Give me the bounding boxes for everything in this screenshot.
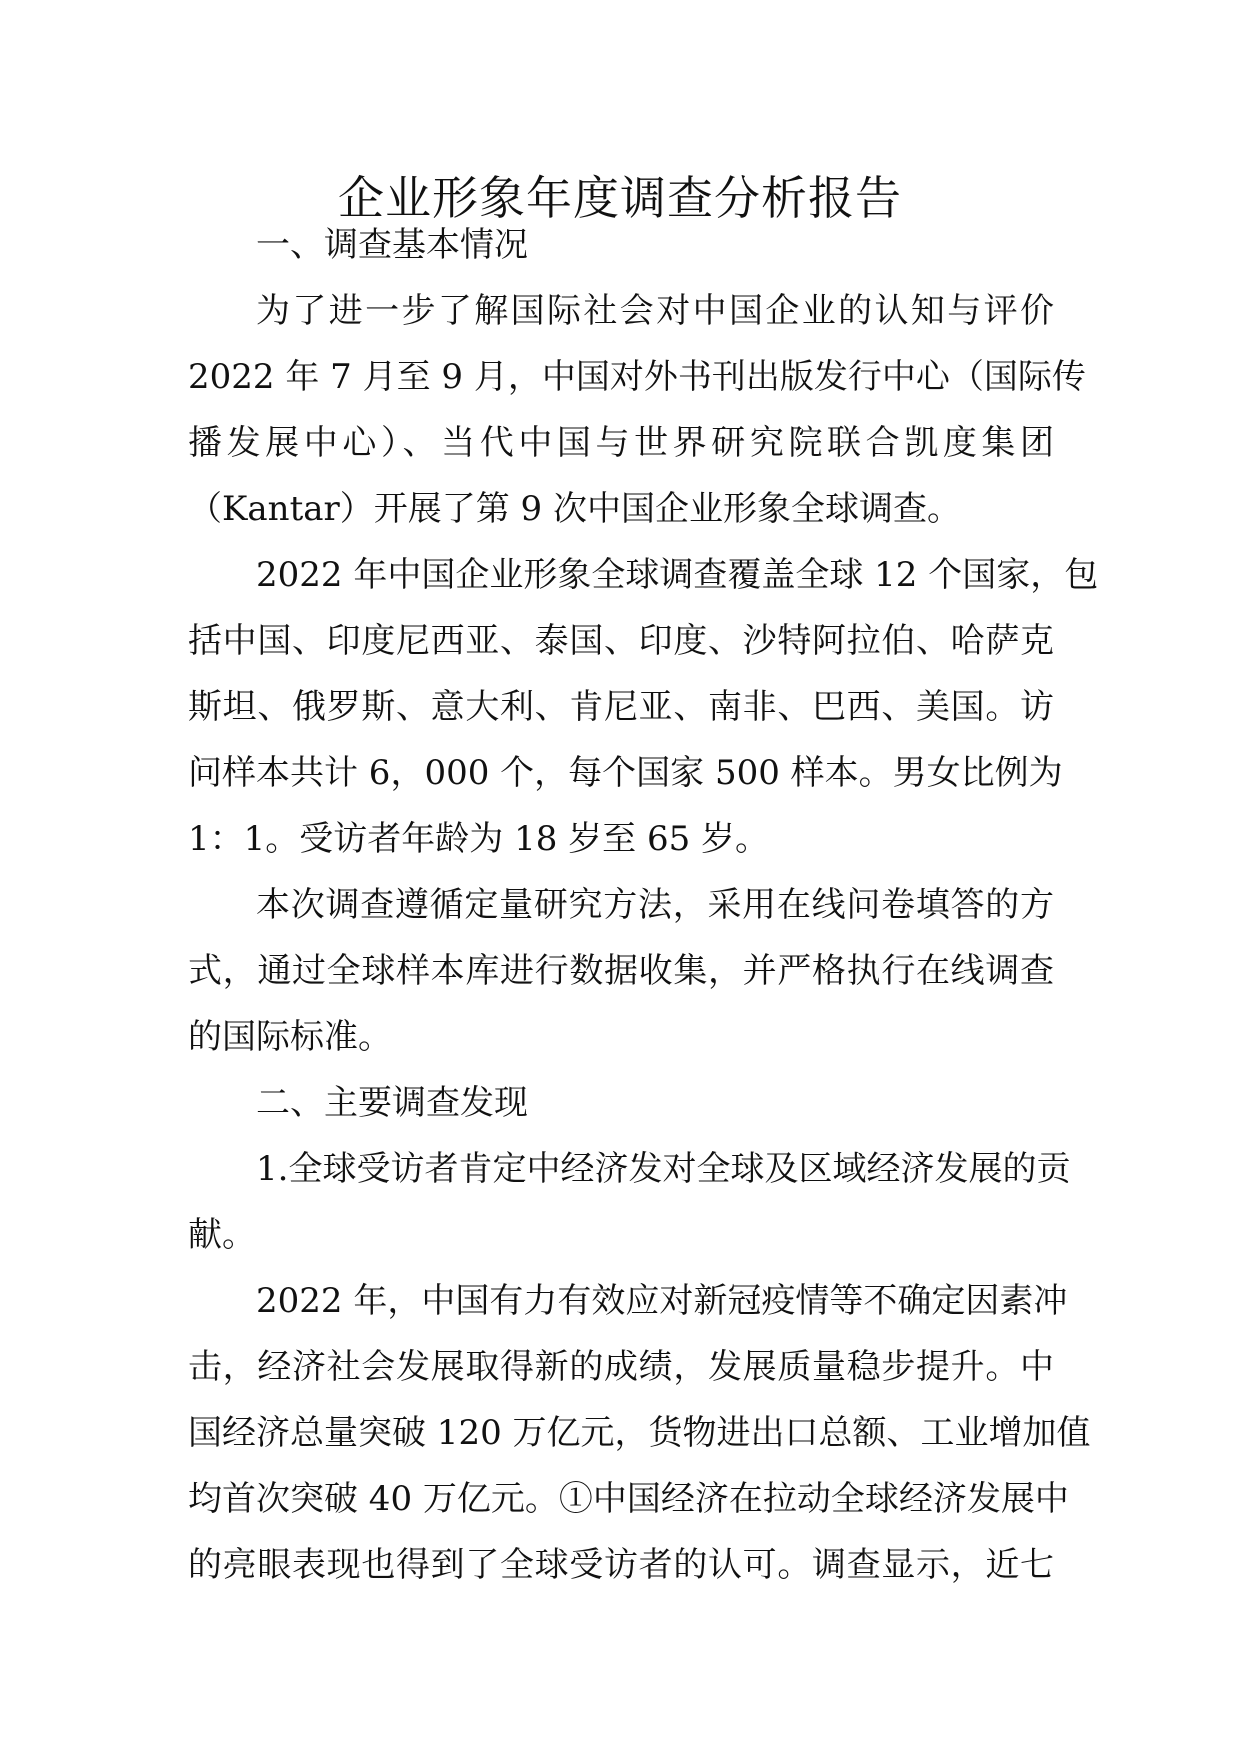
subheading-line: 1.全球受访者肯定中经济发对全球及区域经济发展的贡: [256, 1149, 1071, 1189]
paragraph-line: 2022 年 7 月至 9 月，中国对外书刊出版发行中心（国际传: [188, 357, 1086, 397]
subheading-line: 献。: [188, 1215, 256, 1255]
paragraph-line: 2022 年，中国有力有效应对新冠疫情等不确定因素冲: [256, 1281, 1068, 1321]
paragraph-line: 为了进一步了解国际社会对中国企业的认知与评价: [256, 291, 1054, 331]
paragraph-line: 2022 年中国企业形象全球调查覆盖全球 12 个国家，包: [256, 555, 1099, 595]
paragraph-line: 击，经济社会发展取得新的成绩，发展质量稳步提升。中: [188, 1347, 1054, 1387]
paragraph-line: 括中国、印度尼西亚、泰国、印度、沙特阿拉伯、哈萨克: [188, 621, 1054, 661]
paragraph-line: 本次调查遵循定量研究方法，采用在线问卷填答的方: [256, 885, 1054, 925]
paragraph-line: 问样本共计 6，000 个，每个国家 500 样本。男女比例为: [188, 753, 1063, 793]
paragraph-line: 的国际标准。: [188, 1017, 392, 1057]
paragraph-line: 的亮眼表现也得到了全球受访者的认可。调查显示，近七: [188, 1545, 1054, 1585]
section-heading: 一、调查基本情况: [256, 225, 528, 265]
paragraph-line: 播发展中心）、当代中国与世界研究院联合凯度集团: [188, 423, 1054, 463]
paragraph-line: 国经济总量突破 120 万亿元，货物进出口总额、工业增加值: [188, 1413, 1091, 1453]
paragraph-line: 均首次突破 40 万亿元。①中国经济在拉动全球经济发展中: [188, 1479, 1069, 1519]
paragraph-line: 式，通过全球样本库进行数据收集，并严格执行在线调查: [188, 951, 1054, 991]
section-heading: 二、主要调查发现: [256, 1083, 528, 1123]
paragraph-line: 1：1。受访者年龄为 18 岁至 65 岁。: [188, 819, 770, 859]
paragraph-line: （Kantar）开展了第 9 次中国企业形象全球调查。: [188, 489, 962, 529]
document-title: 企业形象年度调查分析报告: [338, 171, 902, 225]
paragraph-line: 斯坦、俄罗斯、意大利、肯尼亚、南非、巴西、美国。访: [188, 687, 1054, 727]
